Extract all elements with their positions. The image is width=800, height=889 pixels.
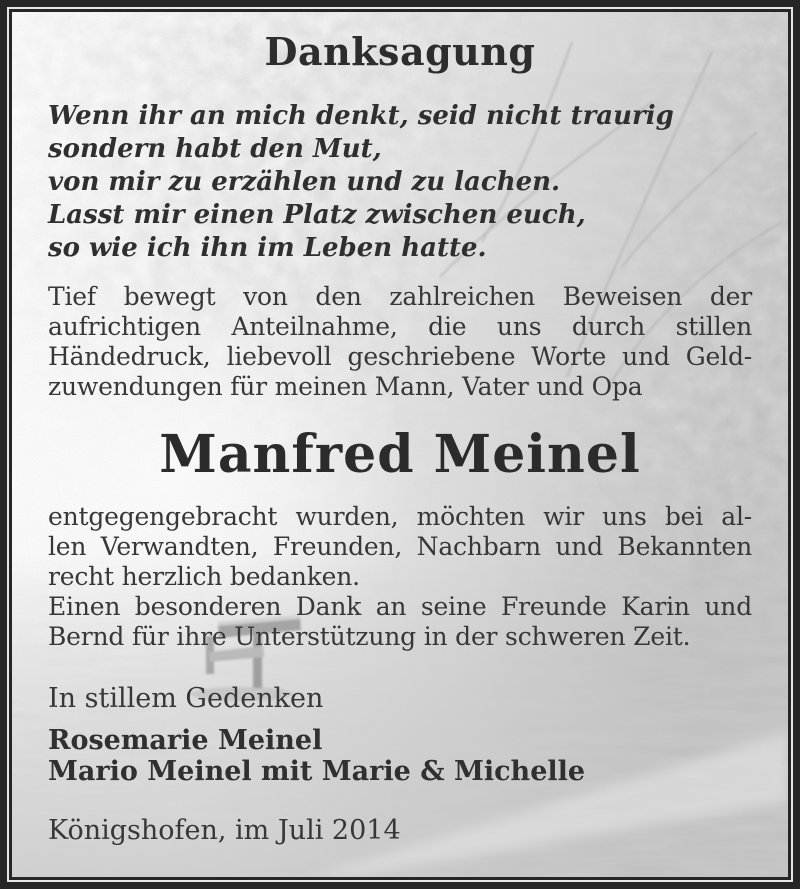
text-line: Wenn ihr an mich denkt, seid nicht traurig (48, 101, 674, 131)
notice-text (12, 28, 788, 846)
text-line: Tief bewegt von den zahlreichen Beweisen der (48, 282, 752, 311)
thanks-paragraph-2 (48, 502, 752, 652)
text-line: len Verwandten, Freunden, Nachbarn und Bekannten (48, 532, 752, 561)
text-line: aufrichtigen Anteilnahme, die uns durch stillen (48, 312, 752, 341)
card-content (12, 12, 788, 877)
text-line: entgegengebracht wurden, möchten wir uns bei al- (48, 502, 752, 531)
text-line: Einen besonderen Dank an seine Freunde Karin und (48, 592, 752, 621)
memorial-poem (48, 100, 752, 265)
text-line: von mir zu erzählen und zu lachen. (48, 167, 561, 197)
notice-title: Danksagung (264, 29, 536, 74)
place-date-line: Königshofen, im Juli 2014 (48, 815, 401, 846)
text-line: so wie ich ihn im Leben hatte. (48, 233, 487, 263)
deceased-name: Manfred Meinel (159, 424, 641, 485)
text-line: Lasst mir einen Platz zwischen euch, (48, 200, 586, 230)
text-line: Rosemarie Meinel (48, 725, 323, 756)
text-line: Bernd für ihre Unterstützung in der schweren Zeit. (48, 622, 691, 651)
closing-line: In stillem Gedenken (48, 683, 324, 714)
mourners-names (48, 725, 752, 787)
text-line: Händedruck, liebevoll geschriebene Worte und Geld- (48, 342, 752, 371)
text-line: Mario Meinel mit Marie & Michelle (48, 756, 586, 787)
thanks-paragraph-1 (48, 282, 752, 402)
text-line: sondern habt den Mut, (48, 134, 382, 164)
text-line: zuwendungen für meinen Mann, Vater und Opa (48, 372, 643, 401)
text-line: recht herzlich bedanken. (48, 562, 360, 591)
